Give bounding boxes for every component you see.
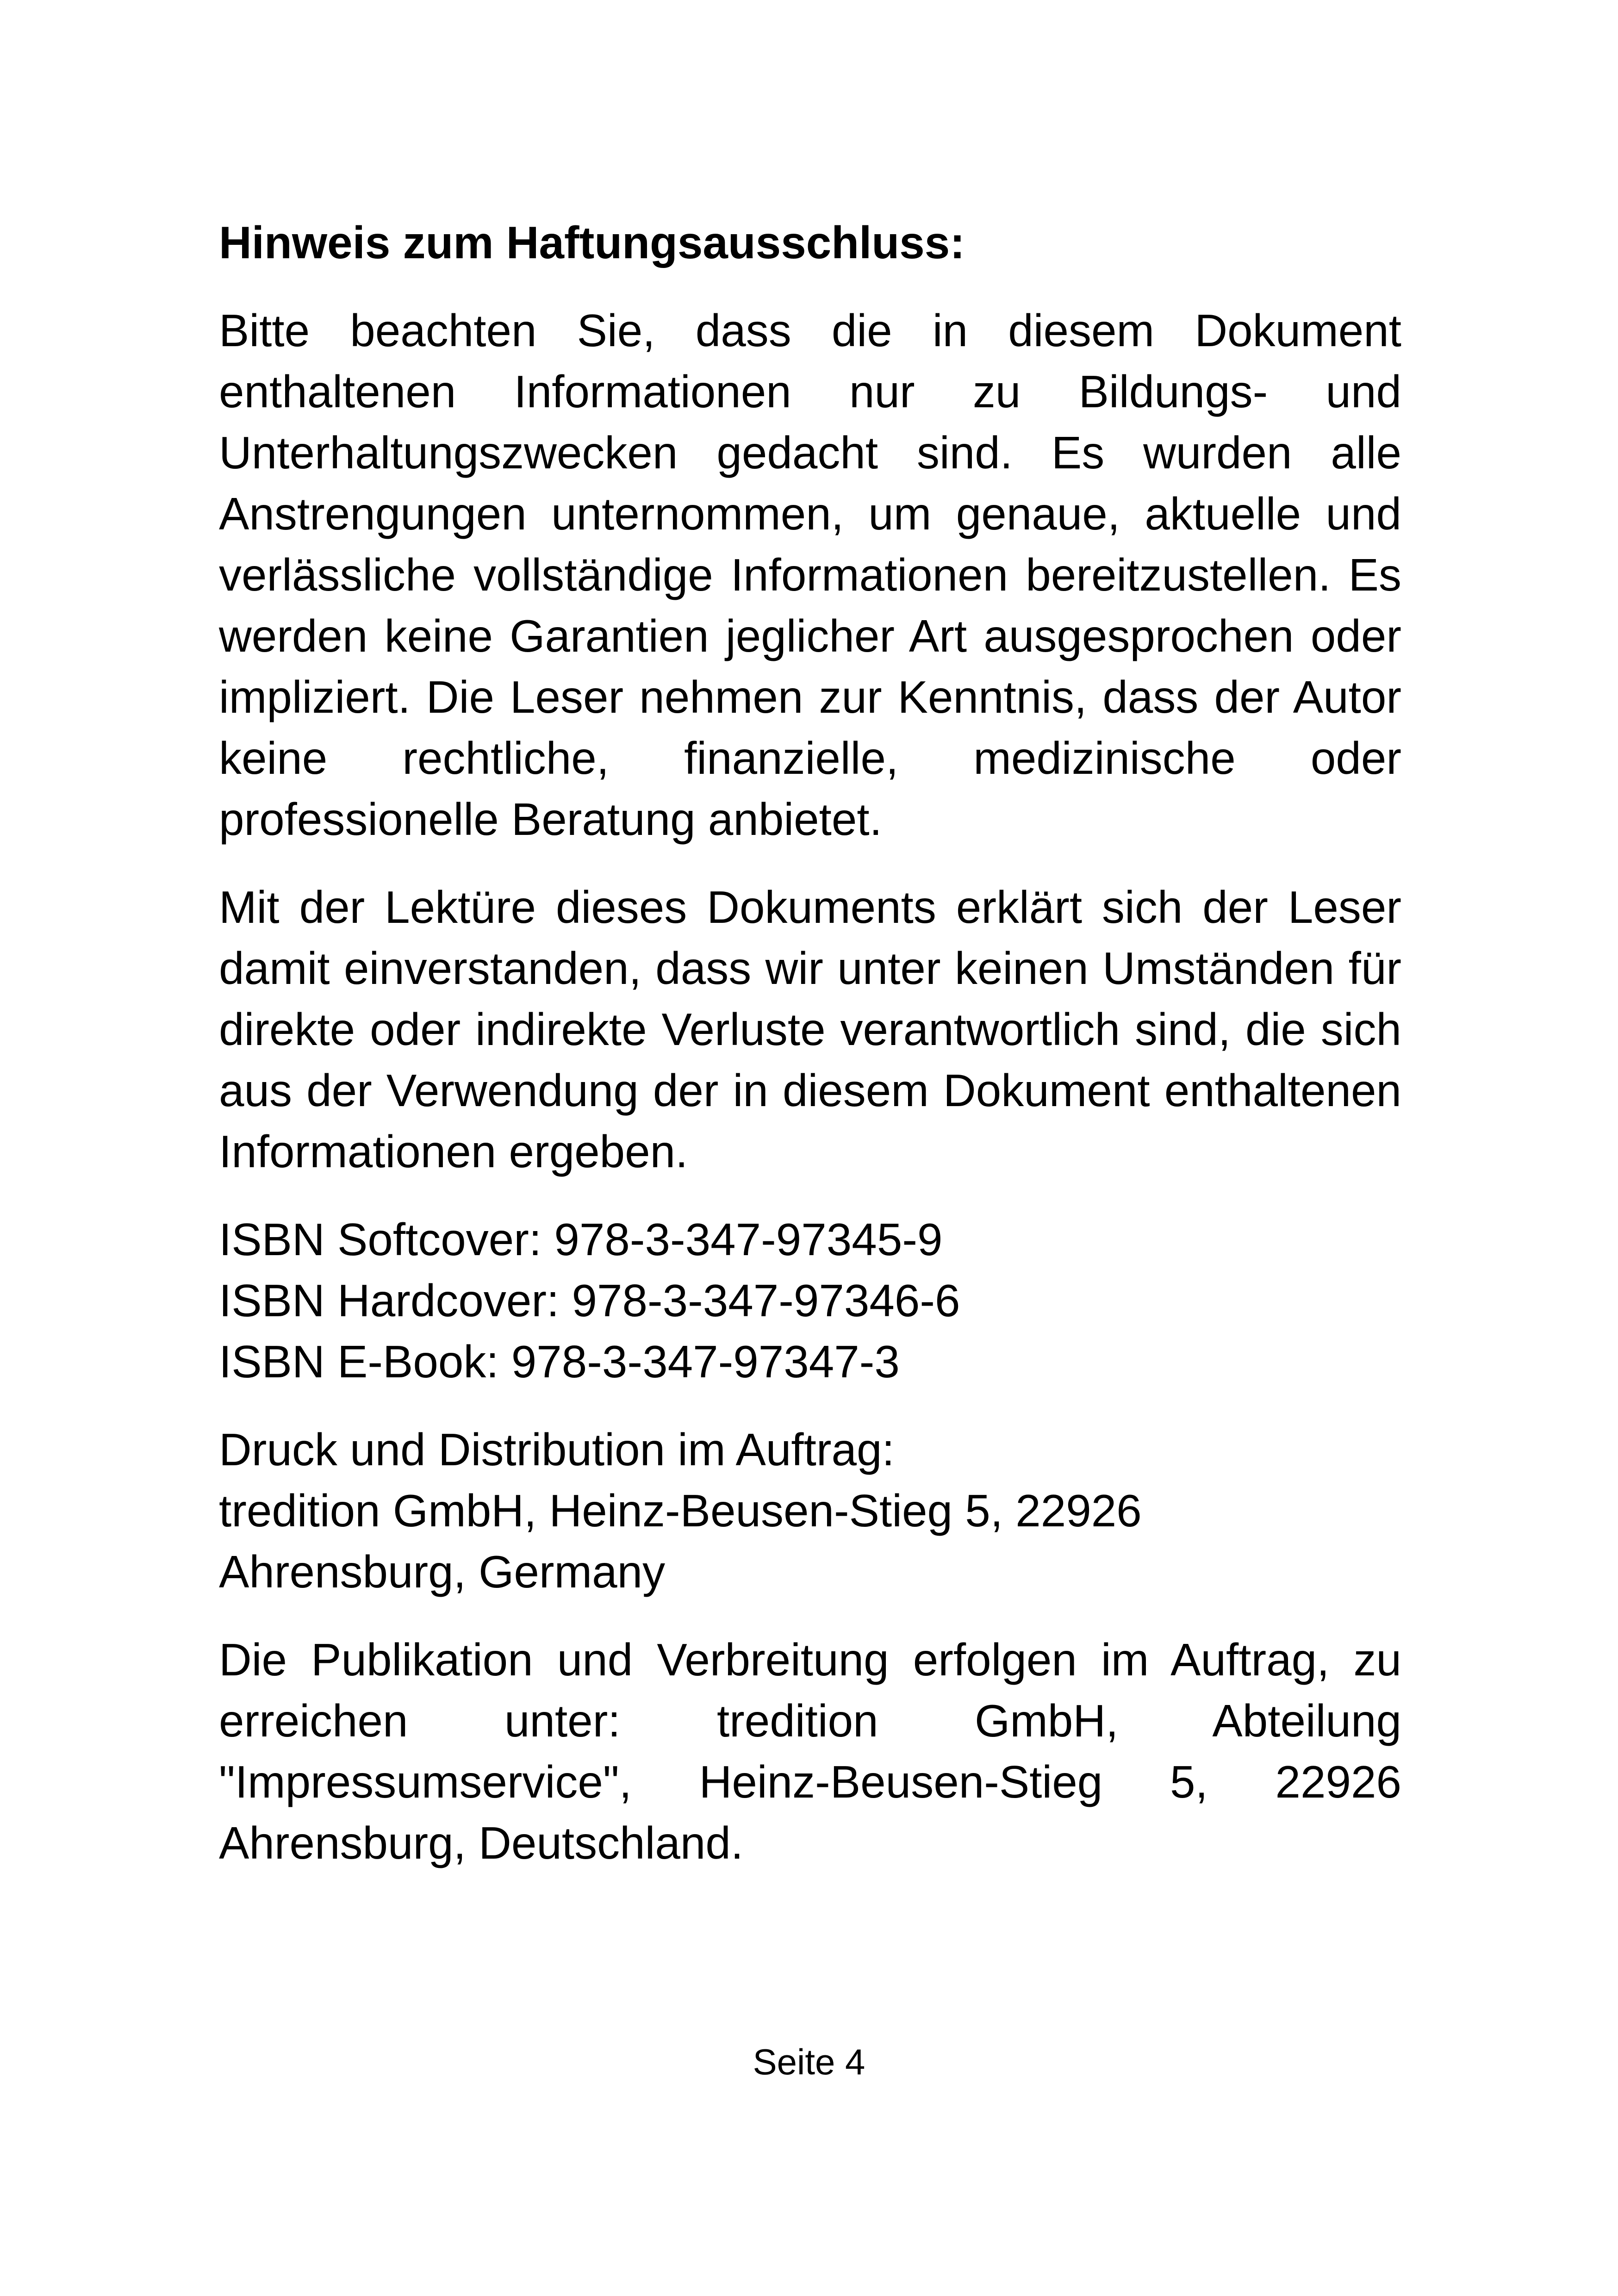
page-number-footer: Seite 4 [753,2041,865,2082]
isbn-block [219,1209,1401,1392]
print-line-1: Druck und Distribution im Auftrag: [219,1424,895,1475]
print-line-2: tredition GmbH, Heinz-Beusen-Stieg 5, 22926 [219,1485,1142,1536]
disclaimer-paragraph: Bitte beachten Sie, dass die in diesem Dokument enthaltenen Informationen nur zu Bildungs- und Unterhaltungszwecken gedacht sind. Es wurden alle Anstrengungen unternommen, um genaue, aktuelle und verlässliche vollständige Informationen bereitzustellen. Es werden keine Garantien jeglicher Art ausgesprochen oder impliziert. Die Leser nehmen zur Kenntnis, dass der Autor keine rechtliche, finanzielle, medizinische oder professionelle Beratung anbietet. [219,305,1401,845]
disclaimer-heading: Hinweis zum Haftungsausschluss: [219,217,965,268]
isbn-hardcover: ISBN Hardcover: 978-3-347-97346-6 [219,1275,960,1326]
page-content [219,212,1401,1900]
print-distribution-block [219,1419,1401,1602]
print-line-3: Ahrensburg, Germany [219,1546,666,1597]
isbn-ebook: ISBN E-Book: 978-3-347-97347-3 [219,1336,900,1387]
liability-paragraph: Mit der Lektüre dieses Dokuments erklärt sich der Leser damit einverstanden, dass wir unter keinen Umständen für direkte oder indirekte Verluste verantwortlich sind, die sich aus der Verwendung der in diesem Dokument enthaltenen Informationen ergeben. [219,882,1401,1177]
isbn-softcover: ISBN Softcover: 978-3-347-97345-9 [219,1214,943,1265]
publication-paragraph: Die Publikation und Verbreitung erfolgen im Auftrag, zu erreichen unter: tredition GmbH, Abteilung "Impressumservice", Heinz-Beusen-Stieg 5, 22926 Ahrensburg, Deutschland. [219,1634,1401,1868]
